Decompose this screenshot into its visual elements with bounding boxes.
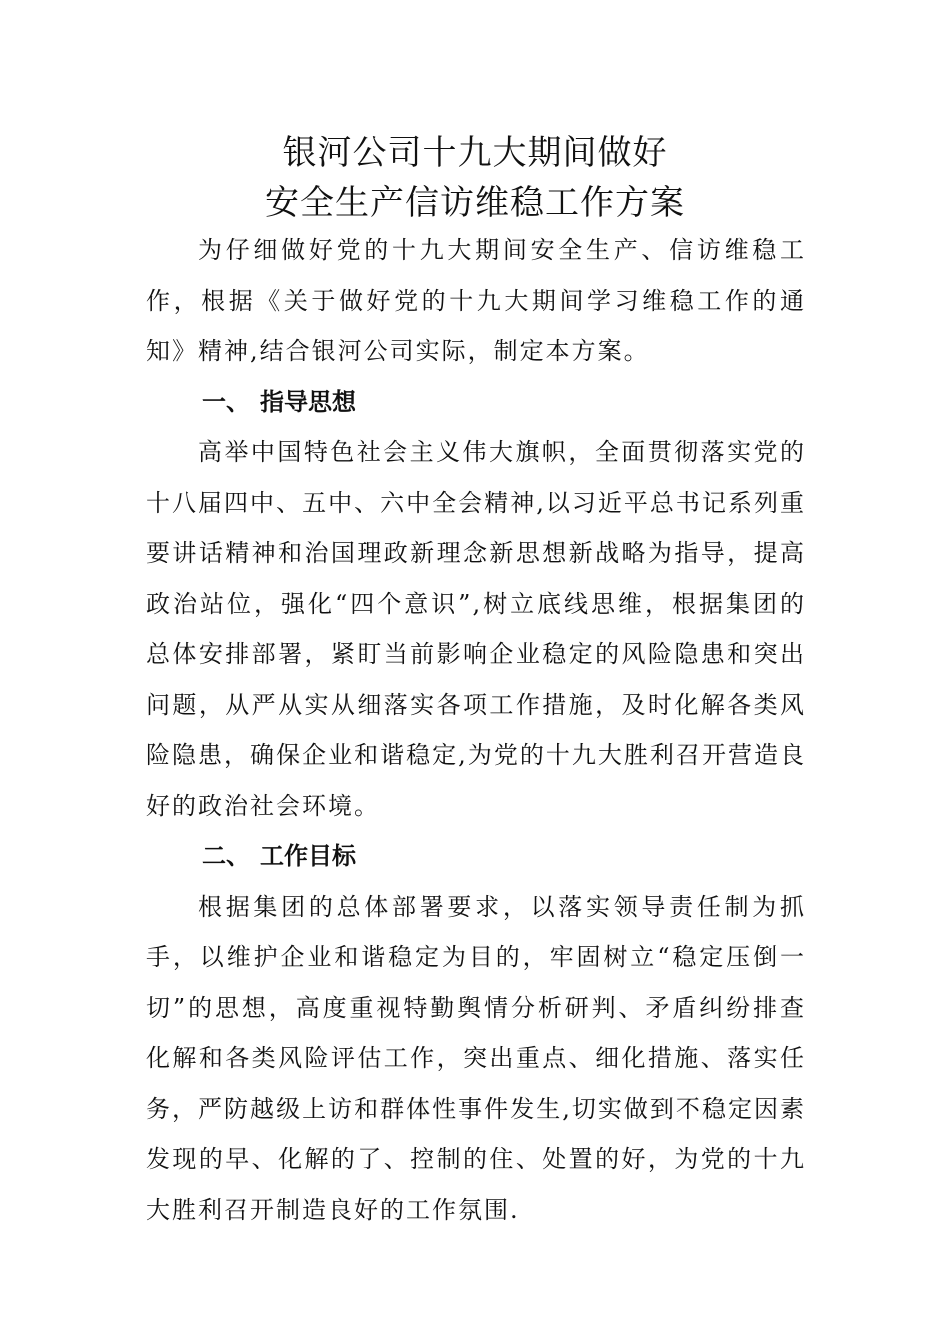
document-body: [146, 225, 806, 1235]
section-title-2: 工作目标: [260, 842, 356, 870]
intro-paragraph: 为仔细做好党的十九大期间安全生产、信访维稳工作，根据《关于做好党的十九大期间学习维稳工作的通知》精神,结合银河公司实际，制定本方案。: [146, 236, 806, 365]
document-title: [0, 128, 950, 228]
section-1-paragraph: 高举中国特色社会主义伟大旗帜，全面贯彻落实党的十八届四中、五中、六中全会精神,以习近平总书记系列重要讲话精神和治国理政新理念新思想新战略为指导，提高政治站位，强化“四个意识”,树立底线思维，根据集团的总体安排部署，紧盯当前影响企业稳定的风险隐患和突出问题，从严从实从细落实各项工作措施，及时化解各类风险隐患，确保企业和谐稳定,为党的十九大胜利召开营造良好的政治社会环境。: [146, 438, 806, 820]
section-number-2: 二、: [202, 842, 250, 870]
title-line-2: 安全生产信访维稳工作方案: [265, 183, 685, 223]
section-heading-2: [146, 831, 806, 882]
section-heading-1: [146, 377, 806, 428]
section-title-1: 指导思想: [260, 387, 356, 416]
title-line-1: 银河公司十九大期间做好: [282, 133, 668, 173]
section-number-1: 一、: [202, 387, 250, 416]
section-2-paragraph: 根据集团的总体部署要求，以落实领导责任制为抓手，以维护企业和谐稳定为目的，牢固树立“稳定压倒一切”的思想，高度重视特勤舆情分析研判、矛盾纠纷排查化解和各类风险评估工作，突出重点、细化措施、落实任务，严防越级上访和群体性事件发生,切实做到不稳定因素发现的早、化解的了、控制的住、处置的好，为党的十九大胜利召开制造良好的工作氛围.: [146, 892, 806, 1224]
